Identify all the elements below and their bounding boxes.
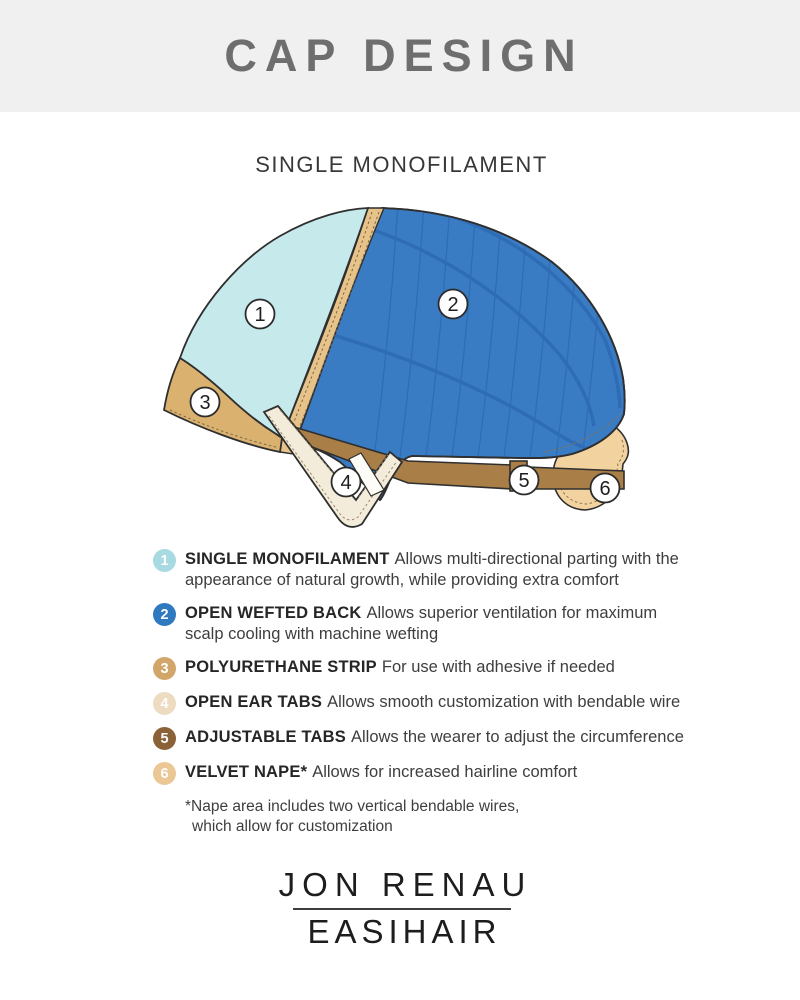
brand-subname: EASIHAIR (307, 913, 502, 950)
nape-footnote-line1: *Nape area includes two vertical bendable wires, (185, 798, 520, 815)
legend-badge-3: 3 (153, 657, 176, 680)
legend-label-6: VELVET NAPE* (185, 763, 308, 781)
cap-diagram (150, 200, 650, 530)
legend-label-2: OPEN WEFTED BACK (185, 604, 362, 622)
svg-text:2: 2 (447, 294, 459, 316)
legend-label-5: ADJUSTABLE TABS (185, 728, 346, 746)
svg-text:3: 3 (199, 392, 211, 414)
brand-name: JON RENAU (278, 866, 533, 903)
diagram-subtitle: SINGLE MONOFILAMENT (255, 152, 548, 177)
legend-item-open-wefted-back (153, 603, 698, 645)
legend-badge-2: 2 (153, 603, 176, 626)
legend-label-3: POLYURETHANE STRIP (185, 658, 377, 676)
svg-text:6: 6 (599, 478, 611, 500)
callout-3 (191, 388, 220, 417)
legend-item-adjustable-tabs (153, 727, 698, 750)
legend-desc-3: For use with adhesive if needed (381, 658, 615, 676)
legend-item-open-ear-tabs (153, 692, 698, 715)
page-title: CAP DESIGN (224, 30, 584, 81)
callout-2 (439, 290, 468, 319)
legend-desc-5: Allows the wearer to adjust the circumference (350, 728, 684, 746)
legend (153, 549, 698, 837)
callout-6 (591, 474, 620, 503)
nape-footnote-line2: which allow for customization (192, 818, 393, 835)
legend-label-1: SINGLE MONOFILAMENT (185, 550, 390, 568)
nape-footnote (153, 797, 698, 837)
callout-4 (332, 468, 361, 497)
page-header (0, 0, 800, 112)
legend-desc-1: Allows multi-directional parting with the appearance of natural growth, while providing extra comfort (185, 550, 679, 589)
legend-badge-6: 6 (153, 762, 176, 785)
brand-logo (0, 866, 800, 951)
callout-5 (510, 466, 539, 495)
legend-desc-2: Allows superior ventilation for maximum scalp cooling with machine wefting (185, 604, 658, 643)
legend-item-polyurethane-strip (153, 657, 698, 680)
legend-desc-4: Allows smooth customization with bendable wire (327, 693, 681, 711)
legend-label-4: OPEN EAR TABS (185, 693, 323, 711)
svg-text:5: 5 (518, 470, 530, 492)
brand-divider (293, 908, 511, 910)
callout-1 (246, 300, 275, 329)
legend-badge-5: 5 (153, 727, 176, 750)
svg-text:4: 4 (340, 472, 352, 494)
legend-badge-4: 4 (153, 692, 176, 715)
legend-item-velvet-nape (153, 762, 698, 785)
legend-desc-6: Allows for increased hairline comfort (312, 763, 578, 781)
legend-badge-1: 1 (153, 549, 176, 572)
svg-text:1: 1 (254, 304, 266, 326)
legend-item-single-monofilament (153, 549, 698, 591)
